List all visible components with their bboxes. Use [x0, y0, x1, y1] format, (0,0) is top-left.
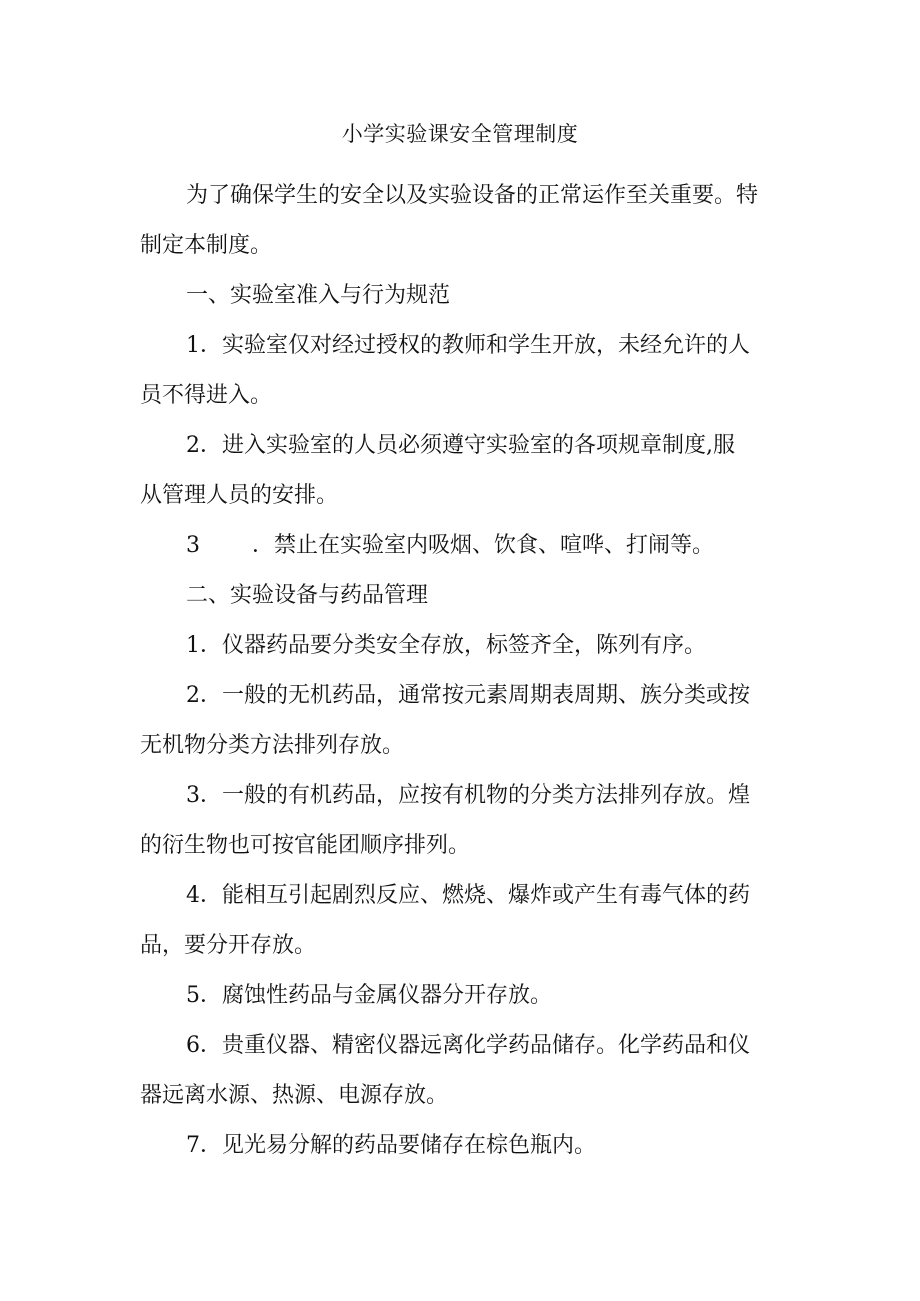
text-line: 的衍生物也可按官能团顺序排列。 — [140, 833, 471, 858]
rule-item — [140, 1121, 788, 1171]
text-line: 品，要分开存放。 — [140, 933, 317, 958]
text-line: 一、实验室准入与行为规范 — [186, 283, 451, 308]
rule-item — [140, 621, 788, 671]
rule-item — [140, 421, 788, 521]
text-line: 5．腐蚀性药品与金属仪器分开存放。 — [186, 983, 552, 1008]
text-line: 1．仪器药品要分类安全存放，标签齐全，陈列有序。 — [186, 633, 706, 658]
text-line: 6．贵重仪器、精密仪器远离化学药品储存。化学药品和仪 — [186, 1033, 750, 1058]
section-heading-2 — [140, 571, 788, 621]
section-heading-1 — [140, 271, 788, 321]
text-line: 无机物分类方法排列存放。 — [140, 733, 405, 758]
item-text: ．禁止在实验室内吸烟、饮食、喧哗、打闹等。 — [252, 533, 715, 558]
document-title: 小学实验课安全管理制度 — [341, 122, 579, 146]
text-line: 二、实验设备与药品管理 — [186, 583, 429, 608]
rule-item — [140, 671, 788, 771]
rule-item — [140, 321, 788, 421]
rule-item — [140, 521, 788, 571]
document-body — [140, 171, 788, 1171]
text-line: 从管理人员的安排。 — [140, 483, 339, 508]
rule-item — [140, 971, 788, 1021]
text-line: 制定本制度。 — [140, 233, 273, 258]
rule-item — [140, 871, 788, 971]
text-line: 1．实验室仅对经过授权的教师和学生开放，未经允许的人 — [186, 333, 750, 358]
text-line: 4．能相互引起剧烈反应、燃烧、爆炸或产生有毒气体的药 — [186, 883, 750, 908]
text-line: 2．进入实验室的人员必须遵守实验室的各项规章制度,服 — [186, 433, 735, 458]
text-line: 器远离水源、热源、电源存放。 — [140, 1083, 449, 1108]
item-number: 3 — [186, 533, 200, 558]
text-line: 员不得进入。 — [140, 383, 273, 408]
rule-item — [140, 1021, 788, 1121]
text-line — [140, 521, 788, 571]
text-line: 7．见光易分解的药品要储存在棕色瓶内。 — [186, 1133, 596, 1158]
text-line: 2．一般的无机药品，通常按元素周期表周期、族分类或按 — [186, 683, 750, 708]
intro-paragraph — [140, 171, 788, 271]
rule-item — [140, 771, 788, 871]
text-line: 3．一般的有机药品，应按有机物的分类方法排列存放。煌 — [186, 783, 750, 808]
text-line: 为了确保学生的安全以及实验设备的正常运作至关重要。特 — [186, 183, 759, 208]
